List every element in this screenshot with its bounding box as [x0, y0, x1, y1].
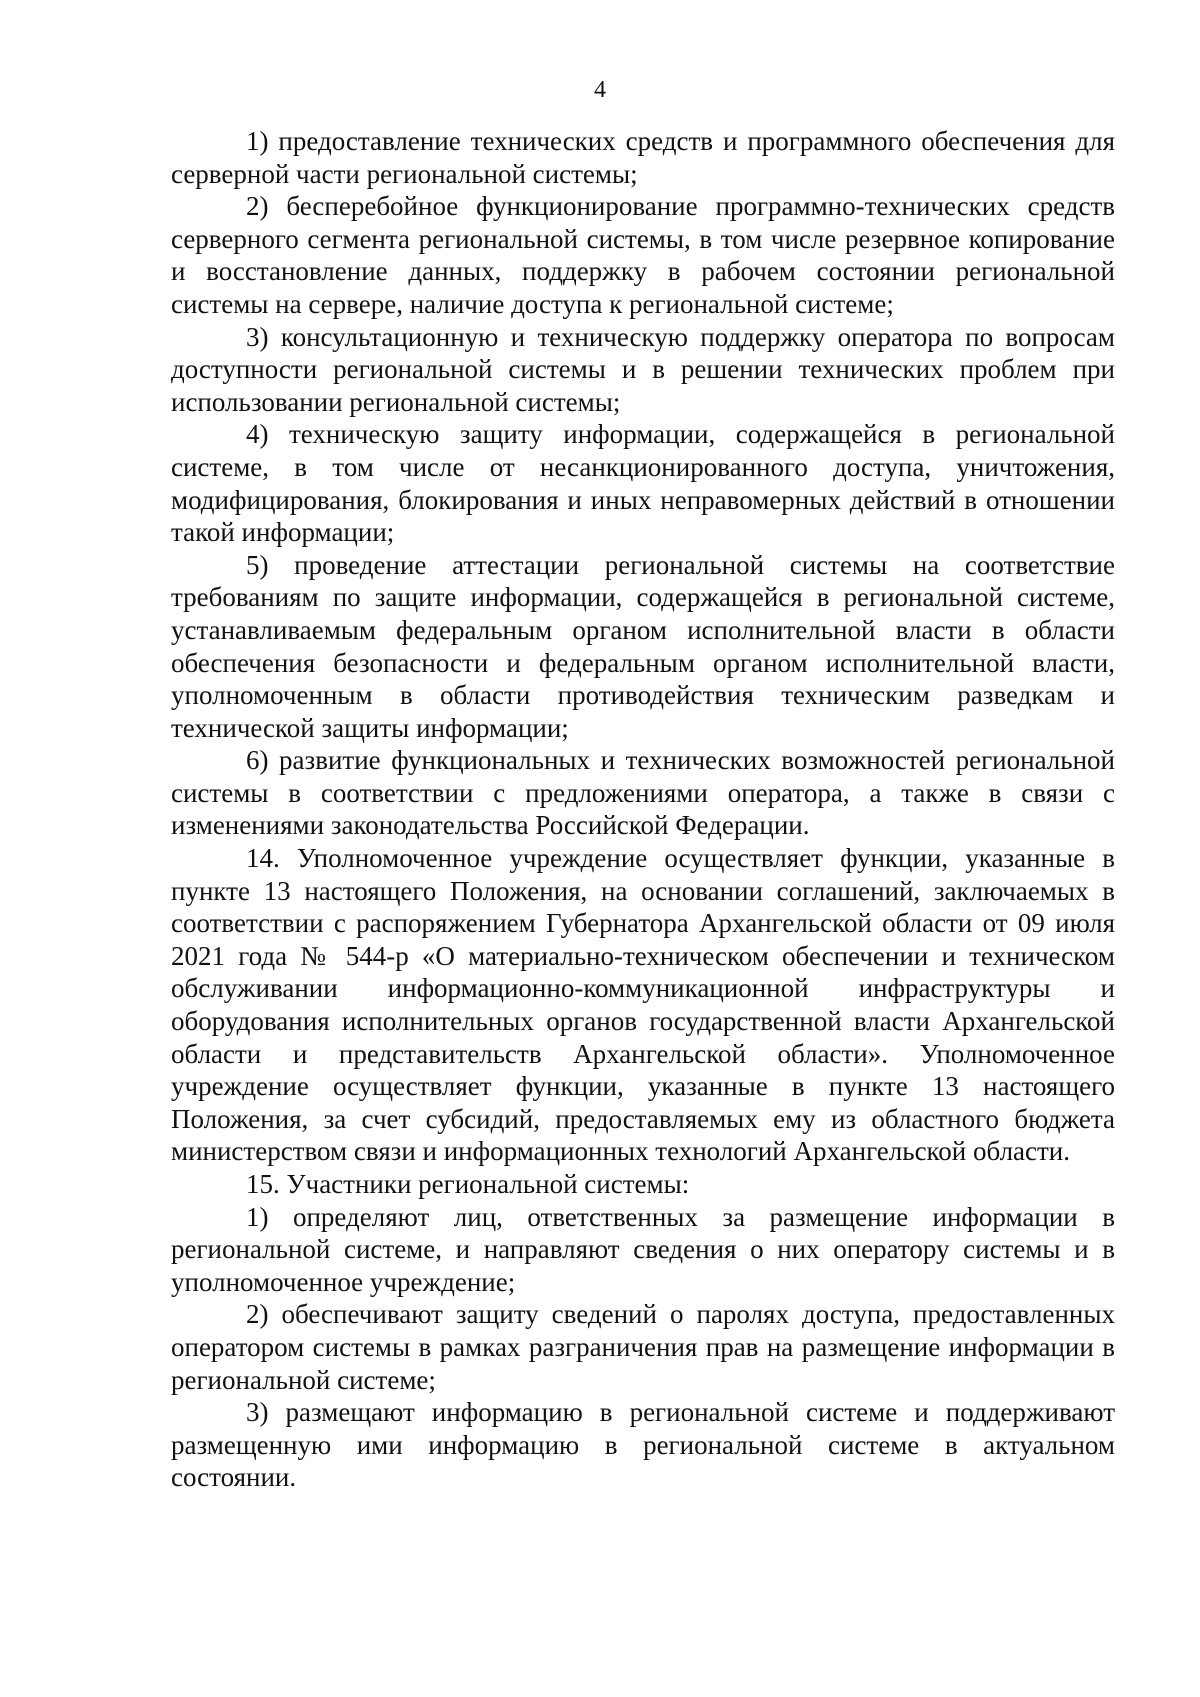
- paragraph-15-1: 1) определяют лиц, ответственных за размещение информации в региональной системе, и направляют сведения о них оператору системы и в уполномоченное учреждение;: [171, 1201, 1115, 1297]
- paragraph-13-3: 3) консультационную и техническую поддержку оператора по вопросам доступности региональной системы и в решении технических проблем при использовании региональной системы;: [171, 321, 1115, 417]
- page-number: 4: [594, 77, 606, 103]
- paragraph-15-3: 3) размещают информацию в региональной системе и поддерживают размещенную ими информацию в региональной системе в актуальном состоянии.: [171, 1397, 1115, 1493]
- paragraph-13-4: 4) техническую защиту информации, содержащейся в региональной системе, в том числе от несанкционированного доступа, уничтожения, модифицирования, блокирования и иных неправомерных действий в отношении такой информации;: [171, 419, 1115, 548]
- paragraph-13-5: 5) проведение аттестации региональной системы на соответствие требованиям по защите информации, содержащейся в региональной системе, устанавливаемым федеральным органом исполнительной власти в области обеспечения безопасности и федеральным органом исполнительной власти, уполномоченным в области противодействия техническим разведкам и технической защиты информации;: [171, 549, 1115, 743]
- paragraph-13-6: 6) развитие функциональных и технических возможностей региональной системы в соответствии с предложениями оператора, а также в связи с изменениями законодательства Российской Федерации.: [171, 745, 1115, 841]
- paragraph-15-heading: 15. Участники региональной системы:: [246, 1169, 690, 1199]
- paragraph-13-1: 1) предоставление технических средств и программного обеспечения для серверной части региональной системы;: [171, 126, 1115, 189]
- paragraph-13-2: 2) бесперебойное функционирование программно-технических средств серверного сегмента региональной системы, в том числе резервное копирование и восстановление данных, поддержку в рабочем состоянии региональной системы на сервере, наличие доступа к региональной системе;: [171, 191, 1115, 319]
- paragraph-15-2: 2) обеспечивают защиту сведений о паролях доступа, предоставленных оператором системы в рамках разграничения прав на размещение информации в региональной системе;: [171, 1299, 1115, 1395]
- paragraph-14: 14. Уполномоченное учреждение осуществляет функции, указанные в пункте 13 настоящего Положения, на основании соглашений, заключаемых в соответствии с распоряжением Губернатора Архангельской области от 09 июля 2021 года № 544-р «О материально-техническом обеспечении и техническом обслуживании информационно-коммуникационной инфраструктуры и оборудования исполнительных органов государственной власти Архангельской области и представительств Архангельской области». Уполномоченное учреждение осуществляет функции, указанные в пункте 13 настоящего Положения, за счет субсидий, предоставляемых ему из областного бюджета министерством связи и информационных технологий Архангельской области.: [171, 843, 1115, 1167]
- document-body: [171, 125, 1115, 1494]
